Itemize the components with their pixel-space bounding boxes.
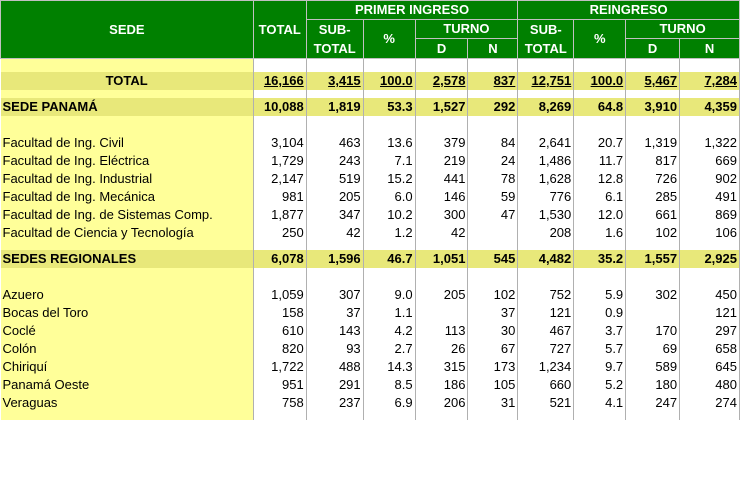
cell-value: 2,147 <box>253 170 306 188</box>
header-pi-subtotal: SUB- TOTAL <box>306 20 363 59</box>
spacer-row <box>1 59 740 73</box>
row-label: Facultad de Ing. Industrial <box>1 170 254 188</box>
cell-value: 93 <box>306 340 363 358</box>
row-label: Panamá Oeste <box>1 376 254 394</box>
cell-value: 100.0 <box>574 72 626 90</box>
cell-value: 219 <box>415 152 468 170</box>
header-reingreso: REINGRESO <box>518 1 740 20</box>
faculty-row <box>1 134 740 152</box>
regional-row <box>1 358 740 376</box>
row-label: SEDE PANAMÁ <box>1 98 254 116</box>
cell-value: 1,051 <box>415 250 468 268</box>
cell-value: 4.1 <box>574 394 626 412</box>
cell-value: 42 <box>415 224 468 242</box>
cell-value: 69 <box>626 340 680 358</box>
cell-value: 173 <box>468 358 518 376</box>
cell-value: 660 <box>518 376 574 394</box>
cell-value: 817 <box>626 152 680 170</box>
cell-value: 237 <box>306 394 363 412</box>
cell-value: 84 <box>468 134 518 152</box>
header-re-d: D <box>626 39 680 59</box>
cell-value: 247 <box>626 394 680 412</box>
cell-value: 1.6 <box>574 224 626 242</box>
sedes-regionales-row <box>1 250 740 268</box>
cell-value: 6.0 <box>363 188 415 206</box>
cell-value: 121 <box>680 304 740 322</box>
regional-row <box>1 394 740 412</box>
cell-value: 206 <box>415 394 468 412</box>
cell-value: 1,527 <box>415 98 468 116</box>
cell-value: 205 <box>306 188 363 206</box>
cell-value: 10.2 <box>363 206 415 224</box>
cell-value: 661 <box>626 206 680 224</box>
cell-value: 4,482 <box>518 250 574 268</box>
regional-row <box>1 286 740 304</box>
row-label: Facultad de Ing. Civil <box>1 134 254 152</box>
header-total: TOTAL <box>253 1 306 59</box>
cell-value: 9.7 <box>574 358 626 376</box>
cell-value: 1.2 <box>363 224 415 242</box>
cell-value: 12.0 <box>574 206 626 224</box>
cell-value: 467 <box>518 322 574 340</box>
header-re-turno: TURNO <box>626 20 740 39</box>
row-label: Coclé <box>1 322 254 340</box>
row-label: Veraguas <box>1 394 254 412</box>
cell-value: 5.7 <box>574 340 626 358</box>
cell-value: 170 <box>626 322 680 340</box>
cell-value: 64.8 <box>574 98 626 116</box>
cell-value: 291 <box>306 376 363 394</box>
cell-value: 5,467 <box>626 72 680 90</box>
cell-value: 24 <box>468 152 518 170</box>
cell-value: 46.7 <box>363 250 415 268</box>
cell-value: 347 <box>306 206 363 224</box>
spacer-row <box>1 268 740 286</box>
cell-value: 758 <box>253 394 306 412</box>
row-label: Chiriquí <box>1 358 254 376</box>
cell-value: 12,751 <box>518 72 574 90</box>
spacer-row <box>1 90 740 98</box>
faculty-row <box>1 224 740 242</box>
row-label: SEDES REGIONALES <box>1 250 254 268</box>
cell-value: 645 <box>680 358 740 376</box>
cell-value: 1,530 <box>518 206 574 224</box>
cell-value: 20.7 <box>574 134 626 152</box>
cell-value: 37 <box>468 304 518 322</box>
header-re-pct: % <box>574 20 626 59</box>
cell-value: 610 <box>253 322 306 340</box>
faculty-row <box>1 170 740 188</box>
cell-value: 727 <box>518 340 574 358</box>
cell-value: 5.2 <box>574 376 626 394</box>
cell-value: 820 <box>253 340 306 358</box>
header-pi-d: D <box>415 39 468 59</box>
cell-value: 300 <box>415 206 468 224</box>
cell-value: 15.2 <box>363 170 415 188</box>
cell-value: 315 <box>415 358 468 376</box>
cell-value: 78 <box>468 170 518 188</box>
cell-value <box>468 224 518 242</box>
row-label: Facultad de Ciencia y Tecnología <box>1 224 254 242</box>
cell-value: 7,284 <box>680 72 740 90</box>
cell-value: 1,596 <box>306 250 363 268</box>
cell-value: 1,722 <box>253 358 306 376</box>
cell-value: 105 <box>468 376 518 394</box>
cell-value: 6.1 <box>574 188 626 206</box>
cell-value: 307 <box>306 286 363 304</box>
cell-value <box>415 304 468 322</box>
cell-value: 521 <box>518 394 574 412</box>
header-primer-ingreso: PRIMER INGRESO <box>306 1 518 20</box>
cell-value: 488 <box>306 358 363 376</box>
cell-value: 519 <box>306 170 363 188</box>
cell-value: 243 <box>306 152 363 170</box>
cell-value: 379 <box>415 134 468 152</box>
cell-value: 14.3 <box>363 358 415 376</box>
cell-value: 113 <box>415 322 468 340</box>
cell-value: 16,166 <box>253 72 306 90</box>
cell-value: 158 <box>253 304 306 322</box>
cell-value: 9.0 <box>363 286 415 304</box>
cell-value: 47 <box>468 206 518 224</box>
cell-value: 205 <box>415 286 468 304</box>
cell-value: 285 <box>626 188 680 206</box>
cell-value: 1,877 <box>253 206 306 224</box>
cell-value: 981 <box>253 188 306 206</box>
cell-value: 53.3 <box>363 98 415 116</box>
cell-value: 180 <box>626 376 680 394</box>
cell-value: 102 <box>626 224 680 242</box>
cell-value: 1,319 <box>626 134 680 152</box>
cell-value: 1,729 <box>253 152 306 170</box>
cell-value: 776 <box>518 188 574 206</box>
header-re-n: N <box>680 39 740 59</box>
cell-value: 4.2 <box>363 322 415 340</box>
cell-value: 30 <box>468 322 518 340</box>
cell-value: 1,819 <box>306 98 363 116</box>
cell-value: 31 <box>468 394 518 412</box>
header-pi-n: N <box>468 39 518 59</box>
cell-value: 274 <box>680 394 740 412</box>
cell-value: 1,059 <box>253 286 306 304</box>
cell-value: 42 <box>306 224 363 242</box>
cell-value: 1,557 <box>626 250 680 268</box>
cell-value: 26 <box>415 340 468 358</box>
row-label: Azuero <box>1 286 254 304</box>
cell-value: 8,269 <box>518 98 574 116</box>
cell-value: 186 <box>415 376 468 394</box>
cell-value: 0.9 <box>574 304 626 322</box>
cell-value: 869 <box>680 206 740 224</box>
cell-value: 146 <box>415 188 468 206</box>
header-sede: SEDE <box>1 1 254 59</box>
cell-value: 10,088 <box>253 98 306 116</box>
cell-value: 450 <box>680 286 740 304</box>
spacer-row <box>1 242 740 250</box>
regional-row <box>1 304 740 322</box>
row-label: Facultad de Ing. Mecánica <box>1 188 254 206</box>
cell-value: 463 <box>306 134 363 152</box>
cell-value: 302 <box>626 286 680 304</box>
cell-value: 11.7 <box>574 152 626 170</box>
cell-value: 2.7 <box>363 340 415 358</box>
cell-value: 13.6 <box>363 134 415 152</box>
cell-value: 3,910 <box>626 98 680 116</box>
cell-value: 658 <box>680 340 740 358</box>
cell-value: 100.0 <box>363 72 415 90</box>
header-pi-pct: % <box>363 20 415 59</box>
cell-value: 545 <box>468 250 518 268</box>
cell-value: 902 <box>680 170 740 188</box>
cell-value: 6,078 <box>253 250 306 268</box>
spacer-row <box>1 412 740 420</box>
header-pi-turno: TURNO <box>415 20 518 39</box>
regional-row <box>1 340 740 358</box>
cell-value: 250 <box>253 224 306 242</box>
cell-value: 1.1 <box>363 304 415 322</box>
cell-value: 752 <box>518 286 574 304</box>
cell-value: 106 <box>680 224 740 242</box>
cell-value: 121 <box>518 304 574 322</box>
faculty-row <box>1 188 740 206</box>
faculty-row <box>1 152 740 170</box>
cell-value: 589 <box>626 358 680 376</box>
cell-value: 2,641 <box>518 134 574 152</box>
cell-value: 1,234 <box>518 358 574 376</box>
regional-row <box>1 376 740 394</box>
cell-value: 726 <box>626 170 680 188</box>
cell-value: 5.9 <box>574 286 626 304</box>
total-row <box>1 72 740 90</box>
cell-value: 8.5 <box>363 376 415 394</box>
cell-value: 1,486 <box>518 152 574 170</box>
cell-value: 441 <box>415 170 468 188</box>
cell-value: 7.1 <box>363 152 415 170</box>
cell-value: 292 <box>468 98 518 116</box>
cell-value: 3,415 <box>306 72 363 90</box>
cell-value: 951 <box>253 376 306 394</box>
row-label: Colón <box>1 340 254 358</box>
cell-value: 12.8 <box>574 170 626 188</box>
cell-value: 2,578 <box>415 72 468 90</box>
header-re-subtotal: SUB- TOTAL <box>518 20 574 59</box>
regional-row <box>1 322 740 340</box>
cell-value: 297 <box>680 322 740 340</box>
cell-value: 35.2 <box>574 250 626 268</box>
row-label: TOTAL <box>1 72 254 90</box>
cell-value: 37 <box>306 304 363 322</box>
row-label: Bocas del Toro <box>1 304 254 322</box>
cell-value: 67 <box>468 340 518 358</box>
cell-value: 59 <box>468 188 518 206</box>
cell-value: 837 <box>468 72 518 90</box>
table-body <box>1 59 740 421</box>
spacer-row <box>1 116 740 134</box>
cell-value: 1,322 <box>680 134 740 152</box>
cell-value: 491 <box>680 188 740 206</box>
cell-value: 208 <box>518 224 574 242</box>
sede-panama-row <box>1 98 740 116</box>
cell-value: 102 <box>468 286 518 304</box>
cell-value: 143 <box>306 322 363 340</box>
cell-value: 4,359 <box>680 98 740 116</box>
cell-value <box>626 304 680 322</box>
row-label: Facultad de Ing. de Sistemas Comp. <box>1 206 254 224</box>
cell-value: 6.9 <box>363 394 415 412</box>
cell-value: 3.7 <box>574 322 626 340</box>
row-label: Facultad de Ing. Eléctrica <box>1 152 254 170</box>
cell-value: 1,628 <box>518 170 574 188</box>
cell-value: 669 <box>680 152 740 170</box>
faculty-row <box>1 206 740 224</box>
cell-value: 3,104 <box>253 134 306 152</box>
cell-value: 2,925 <box>680 250 740 268</box>
cell-value: 480 <box>680 376 740 394</box>
